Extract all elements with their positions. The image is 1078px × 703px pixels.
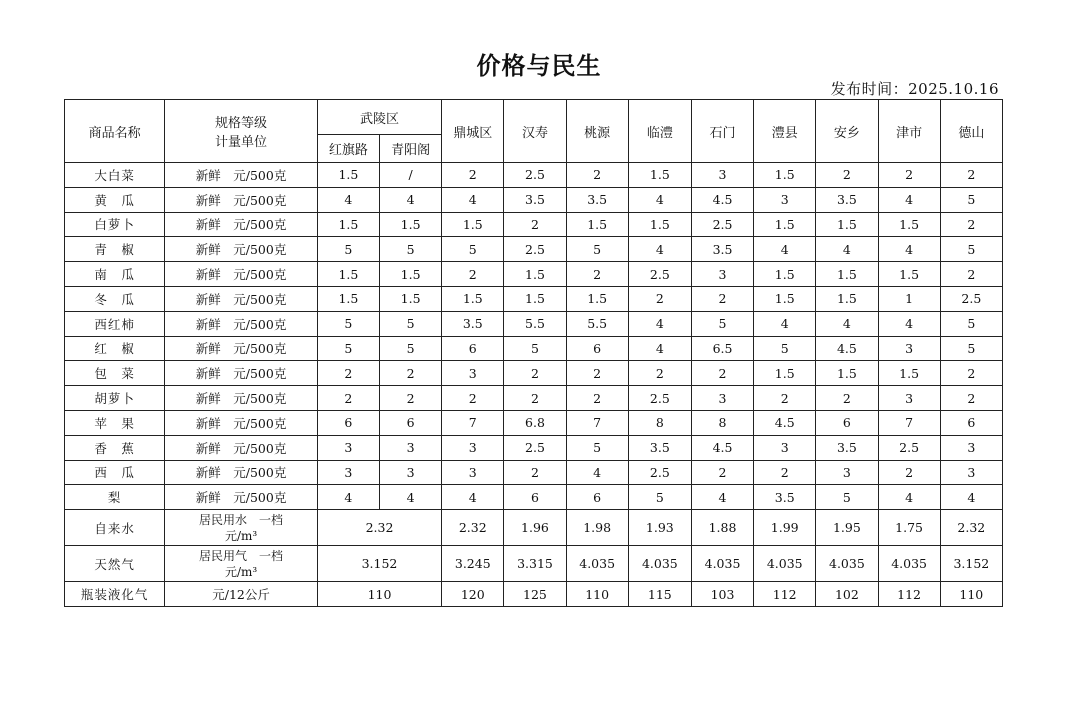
- price-cell: 1.5: [379, 286, 441, 311]
- product-name: 南 瓜: [65, 262, 165, 287]
- price-cell: 3: [691, 163, 753, 188]
- price-cell: 2: [940, 262, 1002, 287]
- price-cell: 2: [317, 361, 379, 386]
- price-cell: 4: [317, 187, 379, 212]
- price-cell: 3: [816, 460, 878, 485]
- price-cell: 2: [940, 361, 1002, 386]
- price-cell: 1.5: [878, 262, 940, 287]
- price-cell: 112: [878, 582, 940, 607]
- product-name: 白萝卜: [65, 212, 165, 237]
- price-cell: 4: [691, 485, 753, 510]
- header-region: 澧县: [754, 100, 816, 163]
- table-row: [65, 262, 1003, 287]
- price-cell: 4.035: [566, 546, 628, 582]
- price-cell: 4: [878, 187, 940, 212]
- price-cell: 2: [878, 163, 940, 188]
- price-cell: 115: [628, 582, 691, 607]
- price-cell: 4: [317, 485, 379, 510]
- table-row: [65, 361, 1003, 386]
- price-cell: 1.88: [691, 510, 753, 546]
- price-cell: 4.5: [816, 336, 878, 361]
- header-spec: [165, 100, 317, 163]
- price-cell: 1.5: [566, 212, 628, 237]
- price-cell: 3: [442, 361, 504, 386]
- price-cell: 120: [442, 582, 504, 607]
- price-cell: 1.5: [754, 212, 816, 237]
- price-cell: 2.5: [878, 435, 940, 460]
- price-cell: 3: [691, 262, 753, 287]
- price-cell: 6: [940, 410, 1002, 435]
- price-cell: 1.5: [317, 262, 379, 287]
- price-cell: 3: [442, 460, 504, 485]
- price-cell: 3.245: [442, 546, 504, 582]
- price-cell: 2.32: [317, 510, 441, 546]
- price-cell: 3: [442, 435, 504, 460]
- price-cell: 1.5: [754, 361, 816, 386]
- table-row: [65, 311, 1003, 336]
- price-cell: 3.5: [691, 237, 753, 262]
- price-cell: 5: [566, 435, 628, 460]
- price-cell: 1.5: [566, 286, 628, 311]
- price-cell: 5: [691, 311, 753, 336]
- price-cell: 3: [940, 435, 1002, 460]
- price-cell: 3.152: [940, 546, 1002, 582]
- header-region: 桃源: [566, 100, 628, 163]
- header-spec-line1: 规格等级: [215, 116, 268, 131]
- price-cell: 6: [379, 410, 441, 435]
- price-cell: 5: [940, 237, 1002, 262]
- table-row: [65, 212, 1003, 237]
- price-cell: 5: [628, 485, 691, 510]
- price-cell: 4: [442, 187, 504, 212]
- header-qingyangge: 青阳阁: [379, 135, 441, 163]
- product-spec: 新鲜 元/500克: [165, 435, 317, 460]
- price-cell: 3: [754, 435, 816, 460]
- table-row: [65, 485, 1003, 510]
- price-cell: 3: [317, 460, 379, 485]
- price-table: [64, 99, 1003, 607]
- table-row: [65, 410, 1003, 435]
- price-cell: 2: [816, 386, 878, 411]
- price-cell: 4: [566, 460, 628, 485]
- price-cell: 2: [691, 286, 753, 311]
- price-cell: 2.5: [504, 435, 566, 460]
- product-spec: 新鲜 元/500克: [165, 311, 317, 336]
- product-name: 西 瓜: [65, 460, 165, 485]
- price-cell: 1.5: [504, 262, 566, 287]
- price-cell: 2.5: [691, 212, 753, 237]
- price-cell: 3.5: [754, 485, 816, 510]
- price-cell: 2: [504, 460, 566, 485]
- price-cell: 5: [317, 311, 379, 336]
- product-name: 西红柿: [65, 311, 165, 336]
- price-cell: 2.5: [628, 460, 691, 485]
- product-name: 胡萝卜: [65, 386, 165, 411]
- price-cell: 1: [878, 286, 940, 311]
- price-cell: 2: [940, 212, 1002, 237]
- price-cell: 1.96: [504, 510, 566, 546]
- product-name: 天然气: [65, 546, 165, 582]
- product-name: 梨: [65, 485, 165, 510]
- spec-line2: 元/m³: [224, 528, 258, 543]
- price-cell: 7: [566, 410, 628, 435]
- price-cell: 2: [691, 361, 753, 386]
- product-name: 苹 果: [65, 410, 165, 435]
- table-row: [65, 460, 1003, 485]
- price-cell: 2: [754, 386, 816, 411]
- price-cell: 4: [816, 237, 878, 262]
- product-spec: 新鲜 元/500克: [165, 163, 317, 188]
- price-cell: 4: [878, 311, 940, 336]
- price-cell: 3.5: [442, 311, 504, 336]
- price-cell: 4.035: [691, 546, 753, 582]
- price-cell: 3: [878, 386, 940, 411]
- price-cell: 3.5: [628, 435, 691, 460]
- price-cell: 4.5: [691, 435, 753, 460]
- price-cell: 2: [628, 286, 691, 311]
- table-row: [65, 336, 1003, 361]
- table-row: [65, 286, 1003, 311]
- utility-rows: [65, 510, 1003, 607]
- header-region: 石门: [691, 100, 753, 163]
- price-cell: 5: [816, 485, 878, 510]
- price-cell: 2: [317, 386, 379, 411]
- price-cell: 5: [317, 336, 379, 361]
- price-cell: 1.5: [878, 361, 940, 386]
- price-cell: 2: [504, 212, 566, 237]
- spec-line1: 居民用水 一档: [199, 512, 284, 527]
- price-cell: 110: [566, 582, 628, 607]
- price-cell: 5.5: [566, 311, 628, 336]
- price-cell: 6: [816, 410, 878, 435]
- price-cell: 1.5: [628, 212, 691, 237]
- price-cell: 2: [878, 460, 940, 485]
- price-cell: 1.5: [317, 286, 379, 311]
- price-cell: 4.035: [628, 546, 691, 582]
- price-cell: 110: [940, 582, 1002, 607]
- price-cell: 2: [628, 361, 691, 386]
- price-cell: 1.75: [878, 510, 940, 546]
- price-cell: 2.5: [504, 237, 566, 262]
- header-wuling: 武陵区: [317, 100, 441, 135]
- price-cell: 4.5: [754, 410, 816, 435]
- price-cell: 5: [566, 237, 628, 262]
- price-cell: 1.5: [442, 212, 504, 237]
- price-cell: 1.5: [504, 286, 566, 311]
- price-cell: 7: [442, 410, 504, 435]
- price-cell: 5: [379, 336, 441, 361]
- price-cell: 2.32: [442, 510, 504, 546]
- product-spec: 新鲜 元/500克: [165, 460, 317, 485]
- table-row: [65, 386, 1003, 411]
- price-cell: 2: [442, 163, 504, 188]
- product-spec: 新鲜 元/500克: [165, 286, 317, 311]
- price-cell: 1.5: [754, 286, 816, 311]
- price-cell: 1.5: [816, 212, 878, 237]
- product-spec: 新鲜 元/500克: [165, 212, 317, 237]
- price-cell: 4.5: [691, 187, 753, 212]
- price-cell: 2.5: [940, 286, 1002, 311]
- price-cell: 1.5: [816, 286, 878, 311]
- price-cell: 2: [379, 386, 441, 411]
- price-cell: 102: [816, 582, 878, 607]
- header-region: 临澧: [628, 100, 691, 163]
- price-cell: 5.5: [504, 311, 566, 336]
- price-cell: 1.5: [442, 286, 504, 311]
- price-cell: 1.5: [816, 262, 878, 287]
- price-cell: 6: [504, 485, 566, 510]
- product-name: 包 菜: [65, 361, 165, 386]
- price-cell: 6: [317, 410, 379, 435]
- price-cell: 2.5: [628, 386, 691, 411]
- product-name: 大白菜: [65, 163, 165, 188]
- price-cell: 2: [940, 386, 1002, 411]
- table-row: [65, 187, 1003, 212]
- price-cell: 4.035: [816, 546, 878, 582]
- price-cell: 6.5: [691, 336, 753, 361]
- price-cell: 2.5: [504, 163, 566, 188]
- publish-date: 发布时间：2025.10.16: [830, 80, 999, 98]
- price-cell: 1.99: [754, 510, 816, 546]
- header-region: 津市: [878, 100, 940, 163]
- product-name: 冬 瓜: [65, 286, 165, 311]
- price-cell: 5: [442, 237, 504, 262]
- product-name: 青 椒: [65, 237, 165, 262]
- header-region: 鼎城区: [442, 100, 504, 163]
- price-cell: 3.5: [816, 435, 878, 460]
- price-cell: 125: [504, 582, 566, 607]
- produce-rows: [65, 163, 1003, 510]
- price-cell: 1.93: [628, 510, 691, 546]
- price-cell: 2.32: [940, 510, 1002, 546]
- price-cell: 5: [940, 311, 1002, 336]
- price-cell: 1.5: [878, 212, 940, 237]
- price-cell: 3.5: [566, 187, 628, 212]
- product-name: 红 椒: [65, 336, 165, 361]
- price-cell: 4: [816, 311, 878, 336]
- price-cell: 1.5: [317, 163, 379, 188]
- price-cell: 4: [754, 237, 816, 262]
- price-cell: 4: [628, 237, 691, 262]
- price-cell: 4: [628, 311, 691, 336]
- price-cell: 1.5: [379, 212, 441, 237]
- price-cell: 3: [691, 386, 753, 411]
- price-cell: 2: [816, 163, 878, 188]
- header-spec-line2: 计量单位: [215, 135, 268, 150]
- product-spec: 新鲜 元/500克: [165, 485, 317, 510]
- product-spec: 新鲜 元/500克: [165, 187, 317, 212]
- price-cell: 4: [628, 336, 691, 361]
- table-row: [65, 163, 1003, 188]
- price-cell: 2: [754, 460, 816, 485]
- spec-line1: 居民用气 一档: [199, 548, 284, 563]
- price-cell: 1.5: [317, 212, 379, 237]
- price-cell: 1.5: [754, 163, 816, 188]
- product-spec: 新鲜 元/500克: [165, 237, 317, 262]
- price-cell: 6: [566, 485, 628, 510]
- product-spec: 元/12公斤: [165, 582, 317, 607]
- price-cell: 8: [691, 410, 753, 435]
- price-cell: 1.98: [566, 510, 628, 546]
- price-cell: 2: [566, 361, 628, 386]
- price-cell: 3.315: [504, 546, 566, 582]
- price-cell: /: [379, 163, 441, 188]
- price-cell: 4: [628, 187, 691, 212]
- product-spec: [165, 546, 317, 582]
- price-cell: 8: [628, 410, 691, 435]
- price-cell: 1.5: [628, 163, 691, 188]
- price-cell: 5: [317, 237, 379, 262]
- price-cell: 5: [379, 311, 441, 336]
- page-title: 价格与民生: [476, 52, 602, 80]
- product-spec: 新鲜 元/500克: [165, 336, 317, 361]
- price-cell: 2: [566, 262, 628, 287]
- price-cell: 5: [504, 336, 566, 361]
- price-cell: 4: [940, 485, 1002, 510]
- price-cell: 3: [878, 336, 940, 361]
- product-spec: 新鲜 元/500克: [165, 361, 317, 386]
- price-cell: 1.5: [379, 262, 441, 287]
- price-cell: 103: [691, 582, 753, 607]
- price-cell: 3.5: [504, 187, 566, 212]
- price-cell: 2: [566, 163, 628, 188]
- price-cell: 3.5: [816, 187, 878, 212]
- price-cell: 4: [878, 237, 940, 262]
- table-row: [65, 510, 1003, 546]
- price-cell: 2: [691, 460, 753, 485]
- header-product: 商品名称: [65, 100, 165, 163]
- price-cell: 5: [379, 237, 441, 262]
- product-name: 自来水: [65, 510, 165, 546]
- table-row: [65, 435, 1003, 460]
- product-name: 香 蕉: [65, 435, 165, 460]
- table-row: [65, 546, 1003, 582]
- price-cell: 2: [442, 386, 504, 411]
- price-cell: 2: [379, 361, 441, 386]
- spec-line2: 元/m³: [224, 564, 258, 579]
- price-cell: 2: [504, 386, 566, 411]
- product-name: 瓶装液化气: [65, 582, 165, 607]
- price-cell: 3: [379, 435, 441, 460]
- product-spec: [165, 510, 317, 546]
- price-cell: 2: [940, 163, 1002, 188]
- price-cell: 1.5: [754, 262, 816, 287]
- price-cell: 4.035: [754, 546, 816, 582]
- price-cell: 6: [566, 336, 628, 361]
- price-cell: 3: [379, 460, 441, 485]
- price-cell: 2.5: [628, 262, 691, 287]
- product-spec: 新鲜 元/500克: [165, 410, 317, 435]
- header-region: 汉寿: [504, 100, 566, 163]
- price-cell: 4: [379, 485, 441, 510]
- price-cell: 3: [754, 187, 816, 212]
- price-cell: 2: [442, 262, 504, 287]
- price-cell: 4: [878, 485, 940, 510]
- price-cell: 6.8: [504, 410, 566, 435]
- header-region: 安乡: [816, 100, 878, 163]
- price-cell: 3: [940, 460, 1002, 485]
- price-cell: 4: [379, 187, 441, 212]
- price-cell: 5: [940, 336, 1002, 361]
- price-cell: 5: [940, 187, 1002, 212]
- price-cell: 5: [754, 336, 816, 361]
- header-region: 德山: [940, 100, 1002, 163]
- price-cell: 2: [566, 386, 628, 411]
- price-cell: 3.152: [317, 546, 441, 582]
- price-cell: 6: [442, 336, 504, 361]
- price-cell: 4.035: [878, 546, 940, 582]
- table-row: [65, 237, 1003, 262]
- price-cell: 1.5: [816, 361, 878, 386]
- price-cell: 1.95: [816, 510, 878, 546]
- price-cell: 4: [442, 485, 504, 510]
- price-cell: 110: [317, 582, 441, 607]
- price-cell: 112: [754, 582, 816, 607]
- product-spec: 新鲜 元/500克: [165, 262, 317, 287]
- price-cell: 2: [504, 361, 566, 386]
- product-spec: 新鲜 元/500克: [165, 386, 317, 411]
- table-row: [65, 582, 1003, 607]
- price-cell: 7: [878, 410, 940, 435]
- product-name: 黄 瓜: [65, 187, 165, 212]
- price-cell: 3: [317, 435, 379, 460]
- price-cell: 4: [754, 311, 816, 336]
- header-hongqilu: 红旗路: [317, 135, 379, 163]
